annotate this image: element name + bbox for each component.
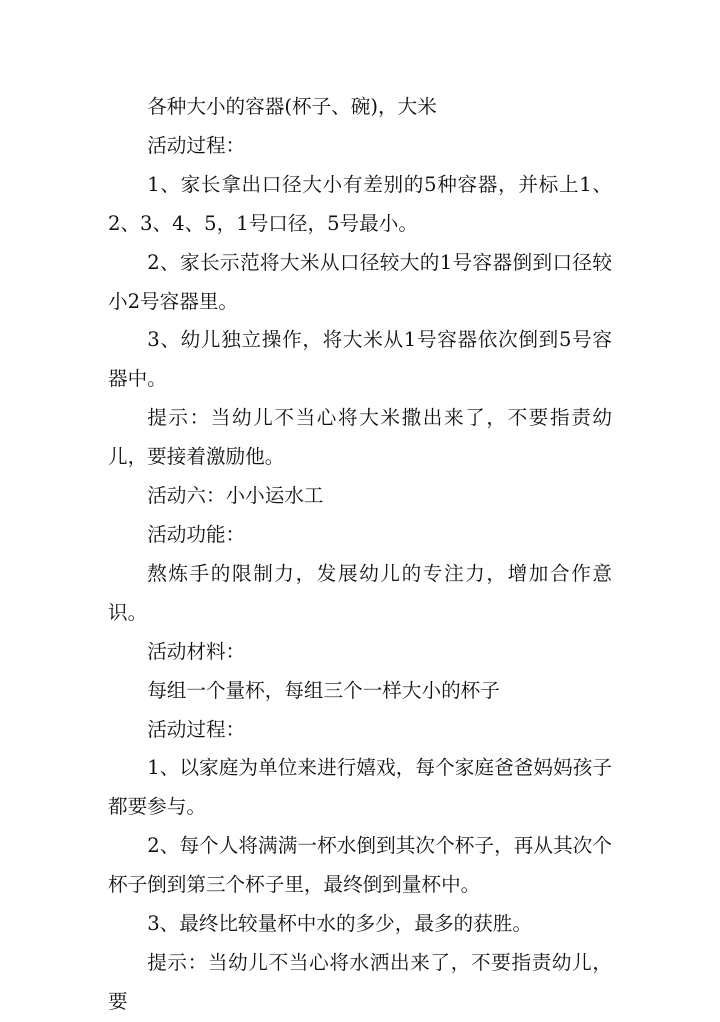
materials-line: 各种大小的容器(杯子、碗)，大米 <box>147 95 437 118</box>
step-paragraph: 3、幼儿独立操作，将大米从1号容器依次倒到5号容器中。 <box>108 328 612 391</box>
activity-process-heading: 活动过程： <box>147 717 246 741</box>
document-body <box>108 88 612 1022</box>
step-paragraph: 3、最终比较量杯中水的多少，最多的获胜。 <box>147 912 532 936</box>
activity-materials-heading: 活动材料： <box>147 639 246 663</box>
activity-function-text: 熬炼手的限制力，发展幼儿的专注力，增加合作意识。 <box>108 561 612 624</box>
step-paragraph: 2、家长示范将大米从口径较大的1号容器倒到口径较小2号容器里。 <box>108 250 612 313</box>
activity-materials-text: 每组一个量杯，每组三个一样大小的杯子 <box>147 678 500 702</box>
step-paragraph: 1、家长拿出口径大小有差别的5种容器，并标上1、2、3、4、5，1号口径，5号最小。 <box>108 172 612 235</box>
activity-function-heading: 活动功能： <box>147 522 246 546</box>
activity-process-heading: 活动过程： <box>147 133 246 157</box>
tip-paragraph: 提示：当幼儿不当心将水洒出来了，不要指责幼儿，要 <box>108 950 612 1013</box>
tip-paragraph: 提示：当幼儿不当心将大米撒出来了，不要指责幼儿，要接着激励他。 <box>108 406 612 469</box>
activity-title: 活动六：小小运水工 <box>147 484 324 508</box>
step-paragraph: 1、以家庭为单位来进行嬉戏，每个家庭爸爸妈妈孩子都要参与。 <box>108 756 612 819</box>
step-paragraph: 2、每个人将满满一杯水倒到其次个杯子，再从其次个杯子倒到第三个杯子里，最终倒到量杯中。 <box>108 834 612 897</box>
